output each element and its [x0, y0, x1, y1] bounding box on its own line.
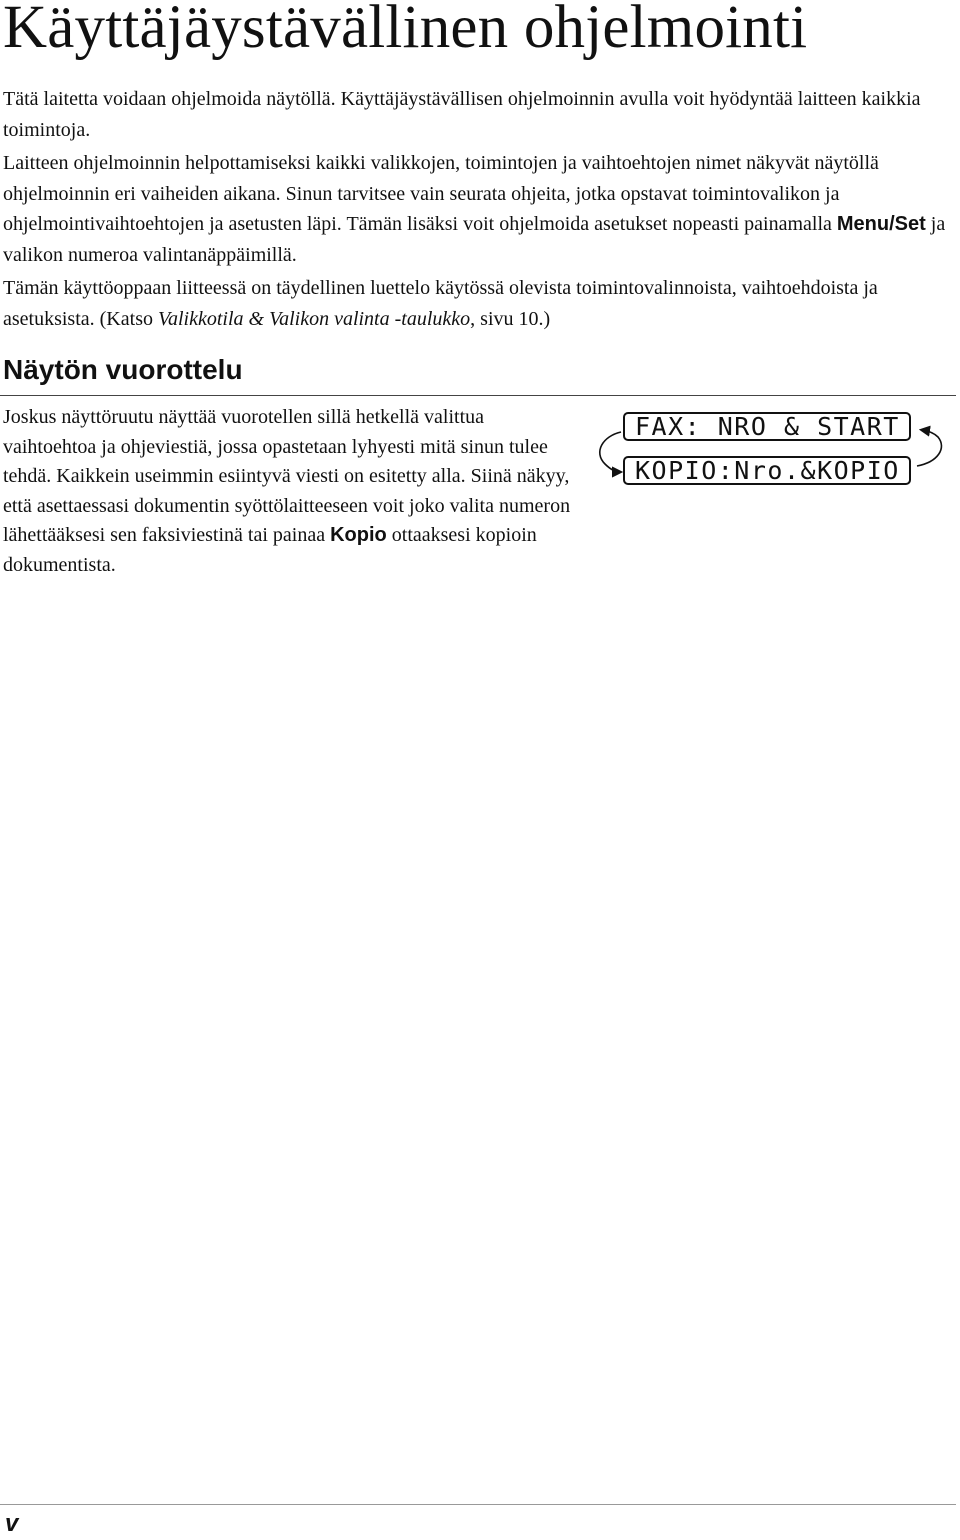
intro-p3-text-2: , sivu 10.): [470, 307, 551, 330]
intro-text: [3, 84, 948, 337]
section-body: [3, 403, 578, 581]
intro-p2-text-1: Laitteen ohjelmoinnin helpottamiseksi kaikki valikkojen, toimintojen ja vaihtoehtojen nimet näkyvät näytöllä ohjelmoinnin eri vaiheiden aikana. Sinun tarvitsee vain seurata ohjeita, jotka opstavat toimintovalikon ja ohjelmointivaihtoehtojen ja asetusten läpi. Tämän lisäksi voit ohjelmoida asetukset nopeasti painamalla: [3, 152, 879, 235]
intro-paragraph-3: [3, 273, 948, 334]
table-reference: Valikkotila & Valikon valinta -taulukko: [157, 307, 471, 330]
section-divider: [0, 395, 956, 396]
section-paragraph: [3, 403, 578, 581]
kopio-key-label: Kopio: [330, 524, 387, 547]
section-text-2: ottaaksesi kopioin dokumentista.: [3, 524, 537, 576]
page-number: v: [5, 1510, 19, 1537]
menu-set-key-label: Menu/Set: [836, 213, 926, 235]
lcd-display-illustration: [595, 406, 950, 490]
page-title: Käyttäjäystävällinen ohjelmointi: [3, 0, 808, 61]
right-arrow-icon: [917, 430, 941, 466]
section-text-1: Joskus näyttöruutu näyttää vuorotellen sillä hetkellä valittua vaihtoehtoa ja ohjeviestiä, jossa opastetaan lyhyesti mitä sinun tulee tehdä. Kaikkein useimmin esiintyvä viesti on esitetty alla. Siinä näkyy, että asettaessasi dokumentin syöttölaitteeseen voit joko valita numeron lähettääksesi sen faksiviestinä tai painaa: [3, 406, 571, 547]
lcd-line-1: FAX: NRO & START: [623, 412, 911, 441]
intro-paragraph-2: [3, 148, 948, 270]
footer-divider: [0, 1504, 956, 1505]
intro-paragraph-1: [3, 84, 948, 145]
left-arrow-icon: [600, 432, 621, 472]
intro-p1-text: Tätä laitetta voidaan ohjelmoida näytöllä. Käyttäjäystävällisen ohjelmoinnin avulla voit hyödyntää laitteen kaikkia toimintoja.: [3, 88, 921, 141]
lcd-line-2: KOPIO:Nro.&KOPIO: [623, 456, 911, 485]
section-heading: Näytön vuorottelu: [3, 354, 243, 385]
intro-p2-text-2: ja valikon numeroa valintanäppäimillä.: [3, 213, 946, 266]
intro-p3-text-1: Tämän käyttöoppaan liitteessä on täydellinen luettelo käytössä olevista toimintovalinnoista, vaihtoehdoista ja asetuksista. (Katso: [3, 277, 878, 330]
